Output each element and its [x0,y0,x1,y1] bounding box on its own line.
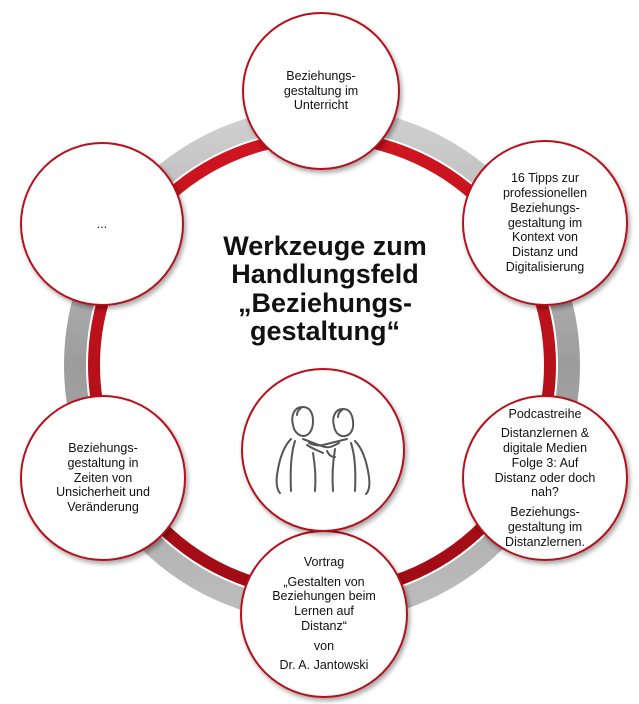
title-line-2: Handlungsfeld [231,259,419,290]
node-right-lower-episode [495,426,596,500]
node-bottom-line-1: „Gestalten von [283,574,365,589]
diagram-title [190,232,460,345]
node-right-upper-line-2: professionellen [502,186,588,201]
node-right-upper-line-4: gestaltung im [507,215,583,230]
node-right-lower-subtitle [505,505,585,549]
node-bottom-line-4: Distanz“ [301,618,347,633]
node-bottom-talk-title [272,575,376,634]
node-top-line-1: Beziehungs- [286,68,356,83]
node-left-lower-text [56,441,150,515]
title-line-1: Werkzeuge zum [223,231,427,261]
node-left-upper-label: ... [96,216,108,231]
node-bottom-heading: Vortrag [303,554,345,569]
node-right-lower[interactable] [462,395,628,561]
node-top-text [284,69,358,113]
node-right-lower-line-6: Beziehungs- [510,505,580,520]
node-bottom-by: von [313,638,335,653]
node-right-upper-line-1: 16 Tipps zur [510,171,580,186]
title-line-4: gestaltung“ [249,316,400,347]
node-right-upper-text [503,171,587,274]
node-bottom[interactable] [240,530,408,698]
node-left-lower-line-1: Beziehungs- [68,441,138,456]
title-line-3: „Beziehungs- [237,287,412,318]
node-bottom-author: Dr. A. Jantowski [279,658,369,673]
node-right-lower-heading: Podcastreihe [508,406,582,421]
node-left-lower-line-2: gestaltung in [67,455,139,470]
node-right-upper-line-5: Kontext von [511,230,578,245]
node-right-lower-line-1: Distanzlernen & [500,426,590,441]
node-left-lower-line-5: Veränderung [67,500,139,515]
node-bottom-line-3: Lernen auf [294,604,354,619]
node-top-line-2: gestaltung im [283,83,359,98]
node-right-lower-line-7: gestaltung im [507,519,583,534]
node-left-upper[interactable] [20,142,184,306]
node-right-upper-line-6: Distanz und [511,245,578,260]
node-right-upper[interactable] [462,140,628,306]
node-right-lower-line-5: nah? [531,485,559,500]
node-right-lower-line-8: Distanzlernen. [505,534,585,549]
node-right-upper-line-7: Digitalisierung [505,259,585,274]
node-left-lower-line-4: Unsicherheit und [56,485,150,500]
node-right-lower-line-4: Distanz oder doch [494,470,596,485]
node-top-line-3: Unterricht [293,98,349,113]
node-left-lower[interactable] [20,395,186,561]
node-right-lower-line-2: digitale Medien [502,441,588,456]
node-top[interactable] [242,12,400,170]
two-people-embracing-icon [263,395,383,505]
node-right-upper-line-3: Beziehungs- [510,200,580,215]
node-center[interactable] [241,368,405,532]
node-left-lower-line-3: Zeiten von [73,470,133,485]
node-bottom-line-2: Beziehungen beim [272,589,376,604]
node-right-lower-line-3: Folge 3: Auf [511,455,579,470]
